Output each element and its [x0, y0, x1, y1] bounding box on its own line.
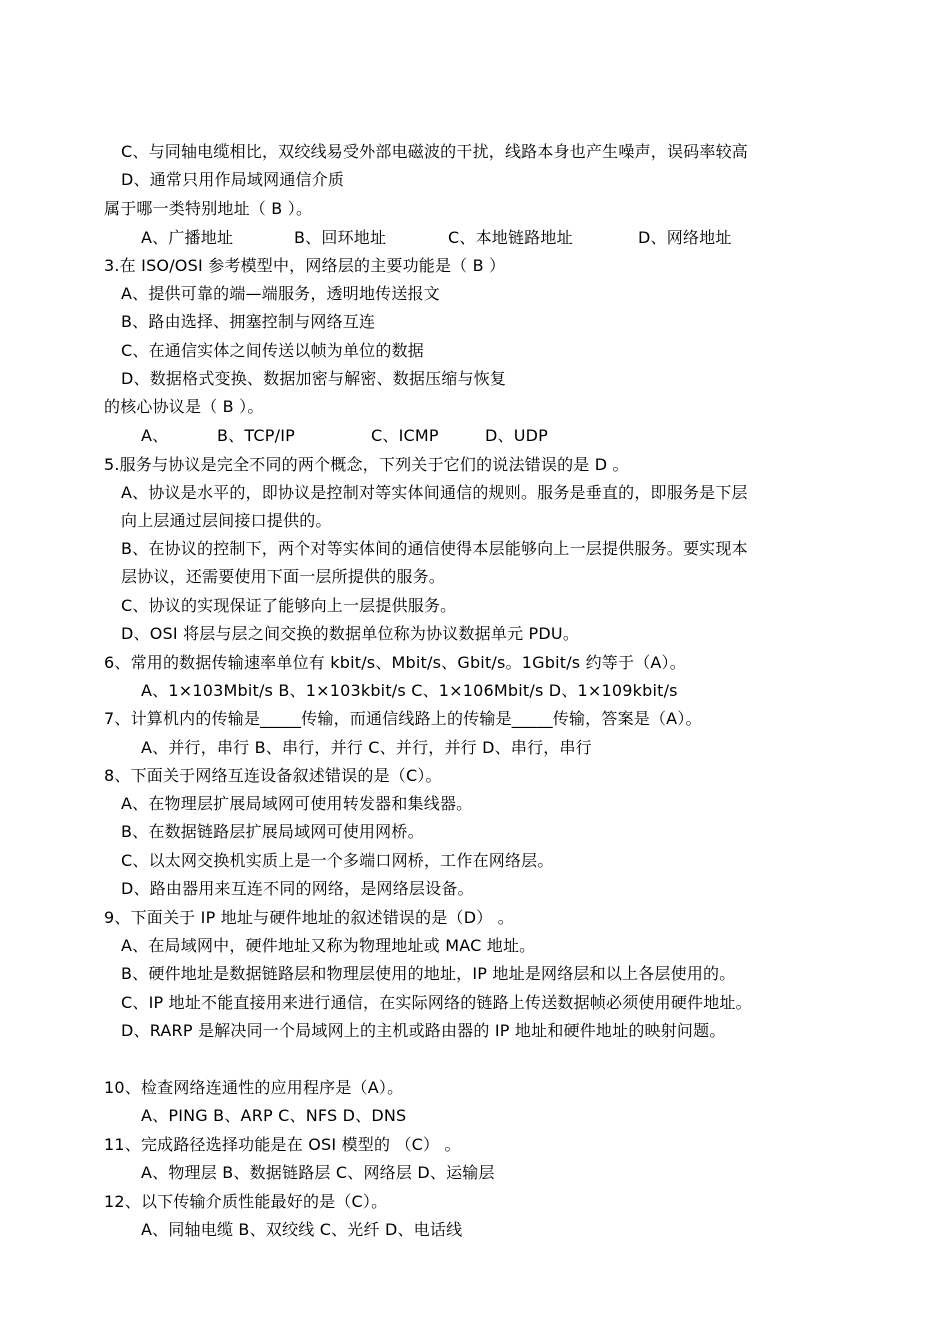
- q7-options: A、并行，串行 B、串行，并行 C、并行，并行 D、串行，串行: [141, 738, 592, 757]
- q9-option-b: B、硬件地址是数据链路层和物理层使用的地址，IP 地址是网络层和以上各层使用的。: [121, 964, 736, 983]
- q2-option-b: B、回环地址: [294, 228, 387, 247]
- q5-option-c: C、协议的实现保证了能够向上一层提供服务。: [121, 596, 457, 615]
- q4-option-d: D、UDP: [485, 426, 549, 445]
- q9-stem: 9、下面关于 IP 地址与硬件地址的叙述错误的是（D） 。: [104, 908, 514, 927]
- q4-option-a: A、: [141, 426, 169, 445]
- q4-option-c: C、ICMP: [371, 426, 439, 445]
- q8-stem: 8、下面关于网络互连设备叙述错误的是（C）。: [104, 766, 442, 785]
- q1-option-d: D、通常只用作局域网通信介质: [121, 170, 345, 189]
- q3-option-c: C、在通信实体之间传送以帧为单位的数据: [121, 341, 424, 360]
- q2-option-a: A、广播地址: [141, 228, 234, 247]
- q2-option-d: D、网络地址: [638, 228, 732, 247]
- q4-option-b: B、TCP/IP: [217, 426, 295, 445]
- q12-options: A、同轴电缆 B、双绞线 C、光纤 D、电话线: [141, 1220, 463, 1239]
- q9-option-c: C、IP 地址不能直接用来进行通信，在实际网络的链路上传送数据帧必须使用硬件地址。: [121, 993, 752, 1012]
- q5-option-a-line2: 向上层通过层间接口提供的。: [121, 511, 332, 530]
- q11-stem: 11、完成路径选择功能是在 OSI 模型的 （C） 。: [104, 1135, 461, 1154]
- q5-stem: 5.服务与协议是完全不同的两个概念，下列关于它们的说法错误的是 D 。: [104, 455, 629, 474]
- q10-stem: 10、检查网络连通性的应用程序是（A）。: [104, 1078, 404, 1097]
- q6-stem: 6、常用的数据传输速率单位有 kbit/s、Mbit/s、Gbit/s。1Gbit/s 约等于（A）。: [104, 653, 686, 672]
- q5-option-b-line2: 层协议，还需要使用下面一层所提供的服务。: [121, 567, 446, 586]
- q5-option-b-line1: B、在协议的控制下，两个对等实体间的通信使得本层能够向上一层提供服务。要实现本: [121, 539, 748, 558]
- q3-option-a: A、提供可靠的端—端服务，透明地传送报文: [121, 284, 440, 303]
- q7-stem: 7、计算机内的传输是_____传输，而通信线路上的传输是_____传输，答案是（A）。: [104, 709, 702, 728]
- q5-option-a-line1: A、协议是水平的，即协议是控制对等实体间通信的规则。服务是垂直的，即服务是下层: [121, 483, 748, 502]
- q2-option-c: C、本地链路地址: [448, 228, 573, 247]
- q9-option-a: A、在局域网中，硬件地址又称为物理地址或 MAC 地址。: [121, 936, 536, 955]
- q9-option-d: D、RARP 是解决同一个局域网上的主机或路由器的 IP 地址和硬件地址的映射问题。: [121, 1021, 726, 1040]
- q3-option-d: D、数据格式变换、数据加密与解密、数据压缩与恢复: [121, 369, 507, 388]
- q5-option-d: D、OSI 将层与层之间交换的数据单位称为协议数据单元 PDU。: [121, 624, 580, 643]
- q8-option-c: C、以太网交换机实质上是一个多端口网桥，工作在网络层。: [121, 851, 554, 870]
- q2-stem: 属于哪一类特别地址（ B ）。: [104, 199, 313, 218]
- q10-options: A、PING B、ARP C、NFS D、DNS: [141, 1106, 407, 1125]
- q8-option-a: A、在物理层扩展局域网可使用转发器和集线器。: [121, 794, 473, 813]
- q6-options: A、1×103Mbit/s B、1×103kbit/s C、1×106Mbit/s D、1×109kbit/s: [141, 681, 678, 700]
- q3-option-b: B、路由选择、拥塞控制与网络互连: [121, 312, 376, 331]
- q8-option-d: D、路由器用来互连不同的网络，是网络层设备。: [121, 879, 474, 898]
- q4-stem: 的核心协议是（ B ）。: [104, 397, 264, 416]
- q1-option-c: C、与同轴电缆相比，双绞线易受外部电磁波的干扰，线路本身也产生噪声，误码率较高: [121, 142, 748, 161]
- q11-options: A、物理层 B、数据链路层 C、网络层 D、运输层: [141, 1163, 495, 1182]
- q8-option-b: B、在数据链路层扩展局域网可使用网桥。: [121, 822, 424, 841]
- q3-stem: 3.在 ISO/OSI 参考模型中，网络层的主要功能是（ B ）: [104, 256, 506, 275]
- q12-stem: 12、以下传输介质性能最好的是（C）。: [104, 1192, 388, 1211]
